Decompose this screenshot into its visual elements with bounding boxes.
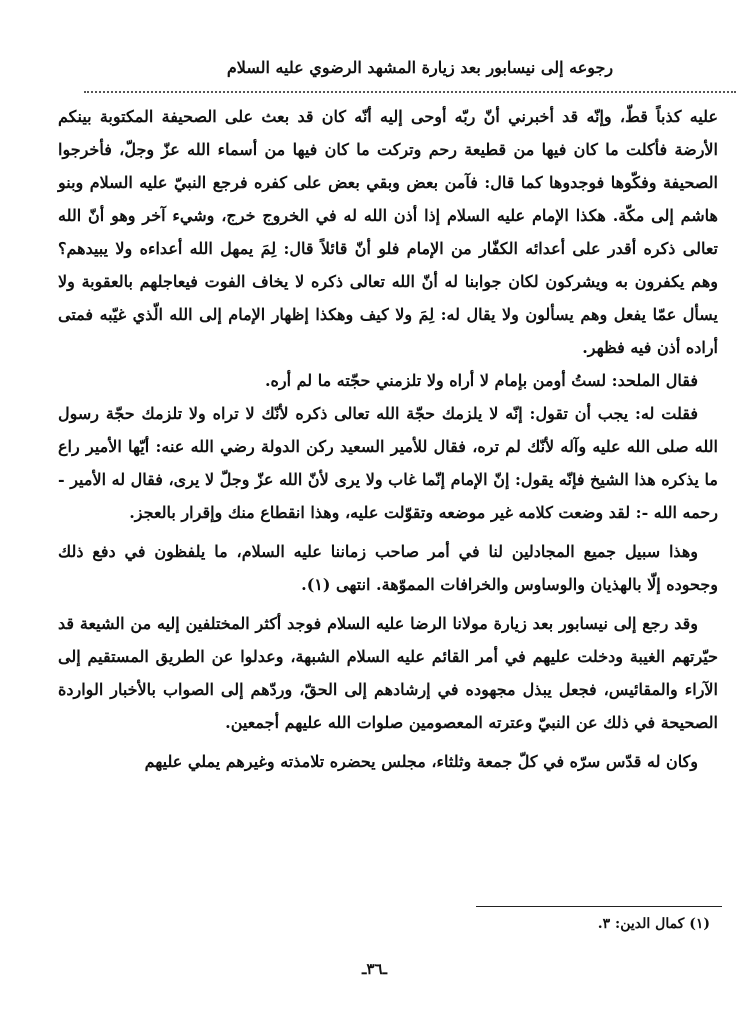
body-text [58, 100, 718, 778]
paragraph: وهذا سبيل جميع المجادلين لنا في أمر صاحب زماننا عليه السلام، ما يلفظون في دفع ذلك وجحوده إلّا بالهذيان والوساوس والخرافات المموّهة. انتهى (١). [58, 542, 718, 594]
header-divider [84, 91, 736, 93]
footnote: (١) كمال الدين: ٣. [597, 916, 710, 932]
footnote-divider [476, 906, 722, 907]
paragraph: وكان له قدّس سرّه في كلّ جمعة وثلثاء، مجلس يحضره تلامذته وغيرهم يملي عليهم [144, 752, 698, 771]
paragraph: فقال الملحد: لستُ أومن بإمام لا أراه ولا تلزمني حجّته ما لم أره. [264, 371, 698, 390]
page-number: ـ٣٦ـ [362, 960, 387, 978]
running-header: رجوعه إلى نيسابور بعد زيارة المشهد الرضوي عليه السلام [226, 58, 614, 77]
paragraph: فقلت له: يجب أن تقول: إنّه لا يلزمك حجّة الله تعالى ذكره لأنّك لا تراه ولا تلزمك حجّة رسول الله صلى الله عليه وآله لأنّك لم تره، فقال للأمير السعيد ركن الدولة رضي الله عنه: أيّها الأمير راع ما يذكره هذا الشيخ فإنّه يقول: إنّ الإمام إنّما غاب ولا يرى لأنّ الله عزّ وجلّ لا يرى، فقال له الأمير - رحمه الله -: لقد وضعت كلامه غير موضعه وتقوّلت عليه، وهذا انقطاع منك وإقرار بالعجز. [58, 404, 718, 522]
paragraph: عليه كذباً قطّ، وإنّه قد أخبرني أنّ ربّه أوحى إليه أنّه كان قد بعث على الصحيفة المكتوبة بينكم الأرضة فأكلت ما كان فيها من قطيعة رحم وتركت ما كان فيها من أسماء الله عزّ وجلّ، فأخرجوا الصحيفة وفكّوها فوجدوها كما قال: فآمن بعض وبقي بعض على كفره فرجع النبيّ عليه السلام وبنو هاشم إلى مكّة. هكذا الإمام عليه السلام إذا أذن الله له في الخروج خرج، وشيء آخر وهو أنّ الله تعالى ذكره أقدر على أعدائه الكفّار من الإمام فلو أنّ قائلاً قال: لِمَ يمهل الله أعداءه ولا يبيدهم؟ وهم يكفرون به ويشركون لكان جوابنا له أنّ الله تعالى ذكره لا يخاف الفوت فيعاجلهم بالعقوبة ولا يسأل عمّا يفعل وهم يسألون ولا يقال له: لِمَ ولا كيف وهكذا إظهار الإمام إلى الله الّذي غيّبه فمتى أراده أذن فيه فظهر. [58, 107, 719, 357]
paragraph: وقد رجع إلى نيسابور بعد زيارة مولانا الرضا عليه السلام فوجد أكثر المختلفين إليه من الشيعة قد حيّرتهم الغيبة ودخلت عليهم في أمر القائم عليه السلام الشبهة، وعدلوا عن الطريق المستقيم إلى الآراء والمقائيس، فجعل يبذل مجهوده في إرشادهم إلى الحقّ، وردّهم إلى الصواب بالأخبار الواردة الصحيحة في ذلك عن النبيّ وعترته المعصومين صلوات الله عليهم أجمعين. [58, 614, 718, 732]
